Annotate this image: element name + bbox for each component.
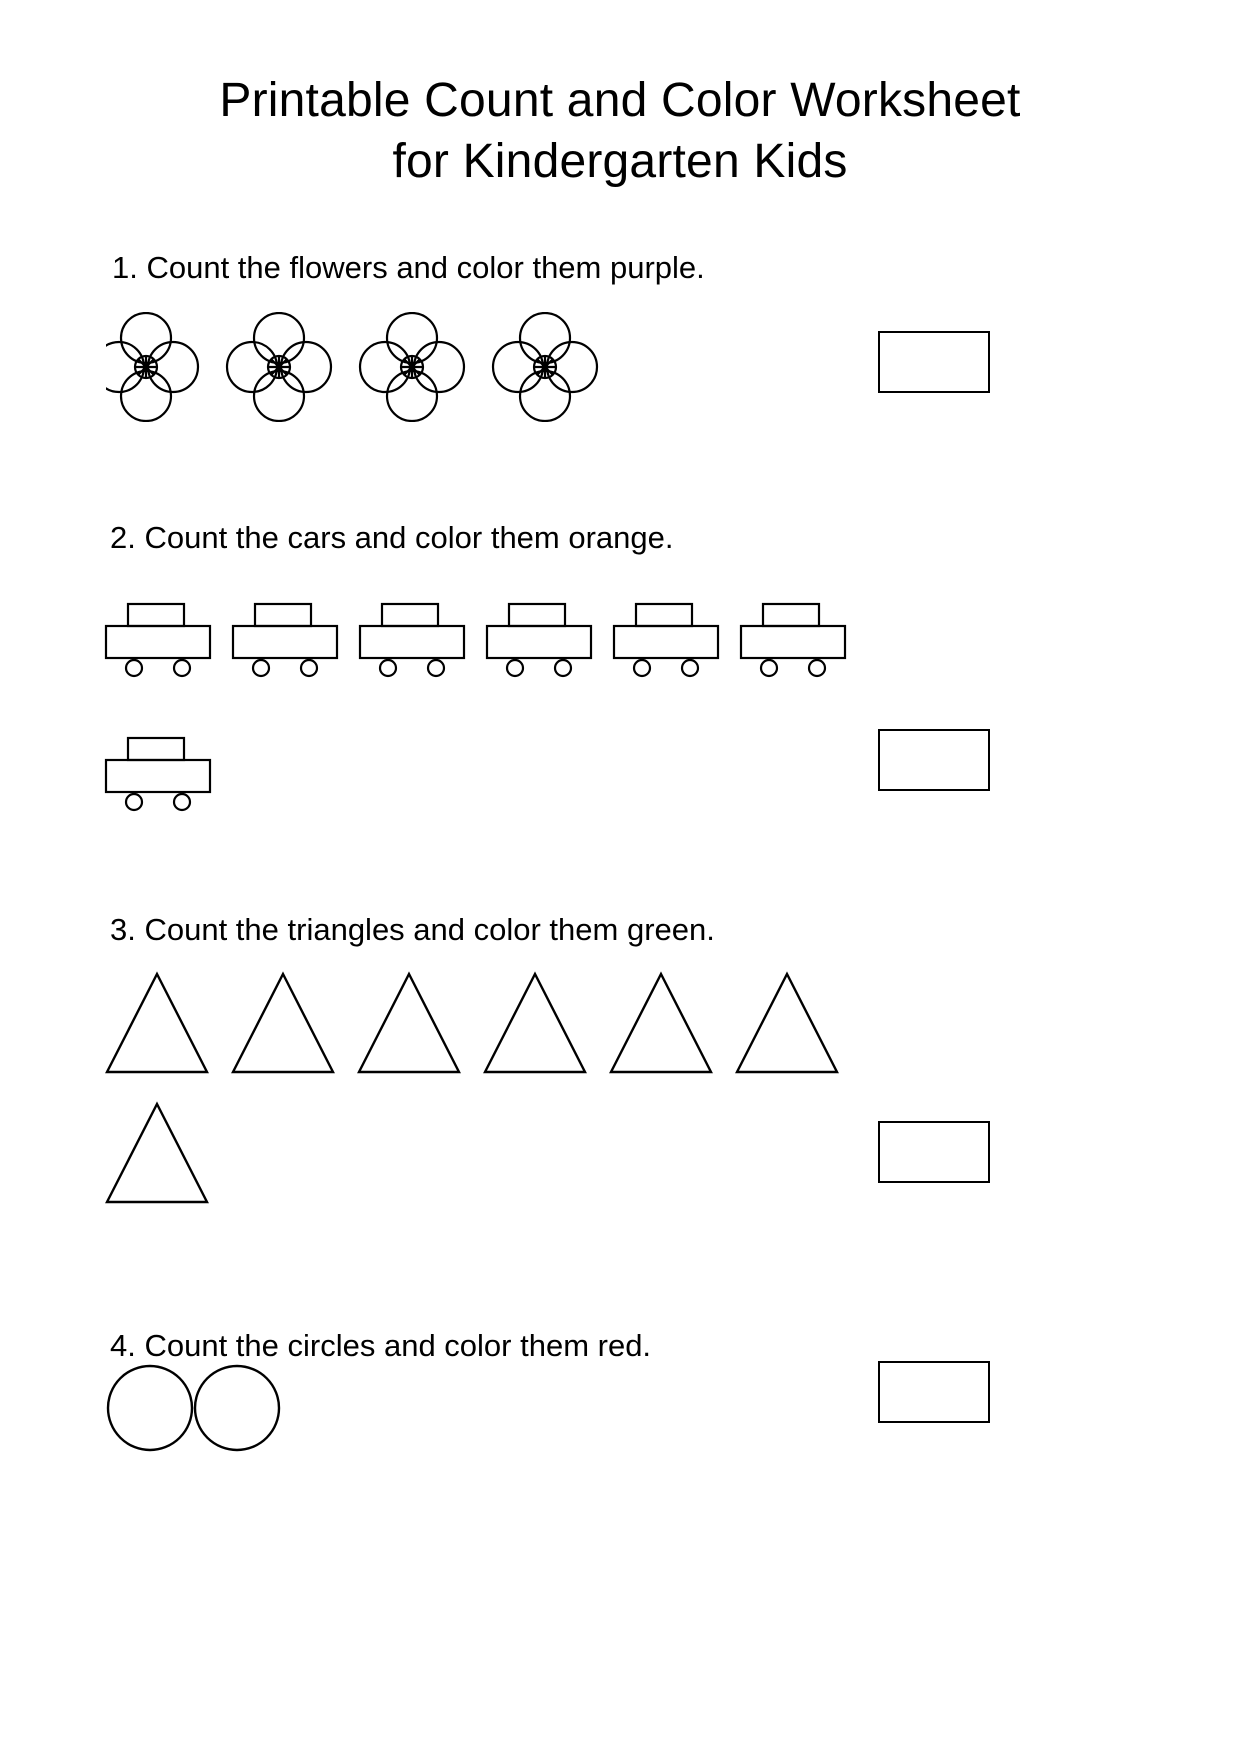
page-title (0, 70, 1240, 193)
car-icon-6 (741, 604, 845, 676)
answer-box-question-2[interactable] (878, 729, 990, 791)
car-group-row-1 (102, 596, 862, 686)
answer-box-question-4[interactable] (878, 1361, 990, 1423)
car-icon-3 (360, 604, 464, 676)
car-icon-1 (106, 604, 210, 676)
question-3-text: 3. Count the triangles and color them green. (110, 912, 715, 947)
car-icon-4 (487, 604, 591, 676)
circle-icon-2 (195, 1366, 279, 1450)
answer-box-question-1[interactable] (878, 331, 990, 393)
triangle-icon-1 (107, 974, 207, 1072)
car-icon-7 (106, 738, 210, 810)
triangle-icon-5 (611, 974, 711, 1072)
page-title-line-2: for Kindergarten Kids (392, 135, 848, 189)
triangle-group-row-2 (104, 1098, 244, 1208)
triangle-group-row-1 (104, 968, 864, 1078)
triangle-icon-4 (485, 974, 585, 1072)
flower-icon-2 (227, 313, 331, 421)
triangle-icon-3 (359, 974, 459, 1072)
question-2-text: 2. Count the cars and color them orange. (110, 520, 674, 555)
circle-group (104, 1360, 304, 1456)
triangle-icon-2 (233, 974, 333, 1072)
page-title-line-1: Printable Count and Color Worksheet (219, 74, 1021, 127)
flower-icon-3 (360, 313, 464, 421)
triangle-icon-6 (737, 974, 837, 1072)
car-icon-2 (233, 604, 337, 676)
answer-box-question-3[interactable] (878, 1121, 990, 1183)
circle-icon-1 (108, 1366, 192, 1450)
flower-icon-4 (493, 313, 597, 421)
car-icon-5 (614, 604, 718, 676)
triangle-icon-7 (107, 1104, 207, 1202)
flower-group (106, 312, 626, 422)
car-group-row-2 (102, 730, 232, 820)
question-1-text: 1. Count the flowers and color them purple. (112, 250, 705, 285)
question-4-text: 4. Count the circles and color them red. (110, 1328, 652, 1363)
flower-icon-1 (106, 313, 198, 421)
